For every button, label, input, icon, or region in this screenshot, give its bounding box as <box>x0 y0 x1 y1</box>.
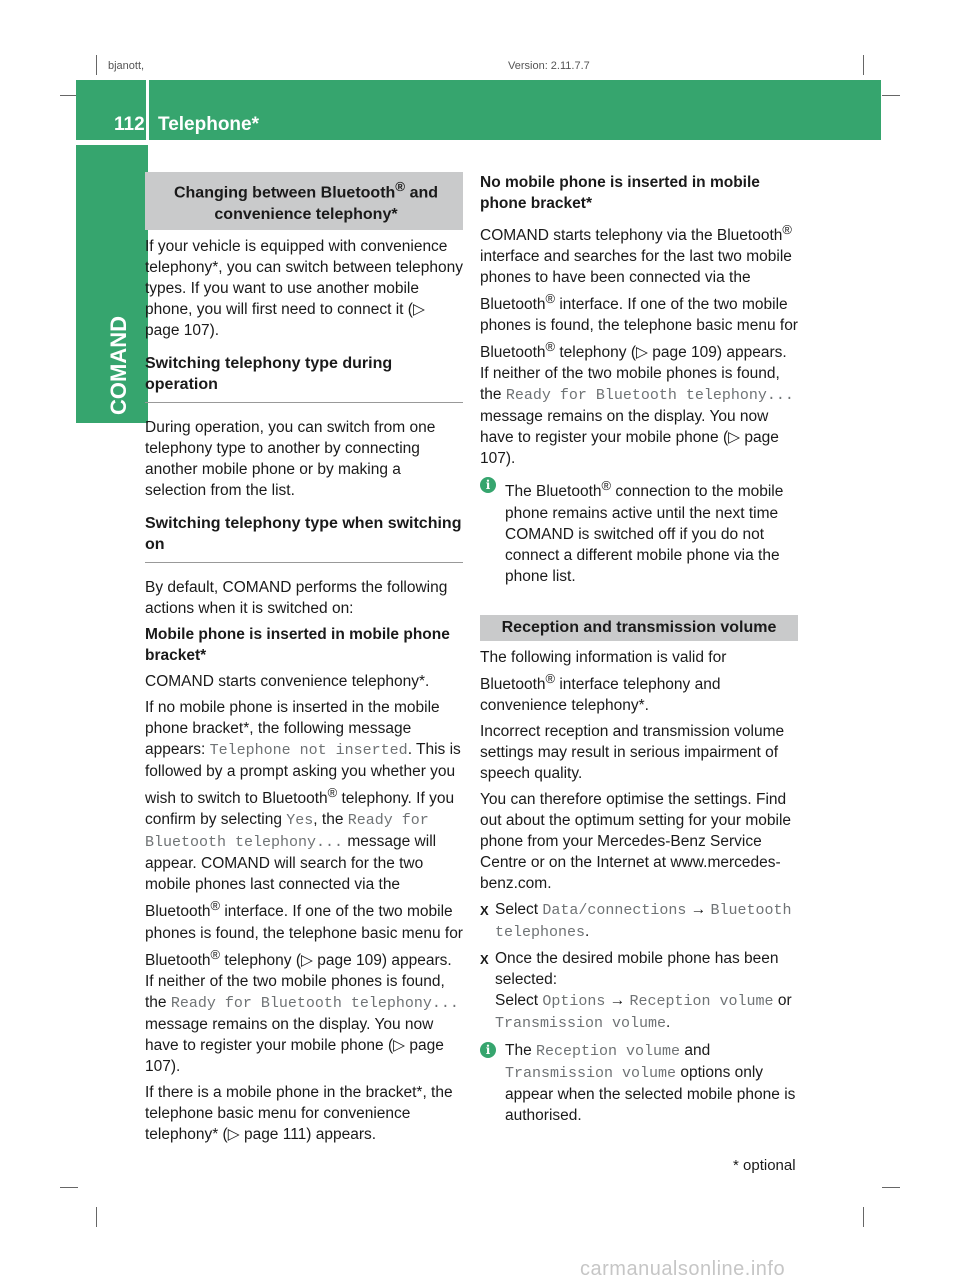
paragraph: If your vehicle is equipped with convenience telephony*, you can switch between telephony types. If you want to use another mobile phone, you will first need to connect it (▷ page 107). <box>145 238 463 340</box>
paragraph: If no mobile phone is inserted in the mobile phone bracket*, the following message appears: Telephone not inserted. This is followed by a prompt asking you whether you wish to switch to Bluetooth® telephony. If you confirm by selecting Yes, the Ready for Bluetooth telephony... message will appear. COMAND will search for the two mobile phones last connected via the Bluetooth® interface. If one of the two mobile phones is found, the telephone basic menu for Bluetooth® telephony (▷ page 109) appears. If neither of the two mobile phones is found, the Ready for Bluetooth telephony... message remains on the display. You now have to register your mobile phone (▷ page 107). <box>145 699 463 1075</box>
crop-mark <box>882 95 900 96</box>
display-message: Ready for Bluetooth telephony... <box>505 387 794 405</box>
info-icon: i <box>480 477 496 493</box>
menu-path: Transmission volume <box>505 1064 677 1082</box>
display-message: Telephone not inserted <box>209 742 408 760</box>
page-title: Telephone* <box>158 114 259 135</box>
menu-path: Reception volume <box>629 992 774 1010</box>
left-column <box>145 172 463 1150</box>
print-meta-right: Version: 2.11.7.7 <box>508 60 590 72</box>
paragraph: If there is a mobile phone in the bracket*, the telephone basic menu for convenience telephony* (▷ page 111) appears. <box>145 1083 453 1143</box>
display-message: Ready for Bluetooth telephony... <box>145 812 429 852</box>
section-heading: Reception and transmission volume <box>480 615 798 641</box>
crop-mark <box>60 1187 78 1188</box>
paragraph: The following information is valid for Bluetooth® interface telephony and convenience telephony*. <box>480 648 727 714</box>
crop-mark <box>96 1207 97 1227</box>
paragraph: During operation, you can switch from one telephony type to another by connecting another mobile phone or by making a selection from the list. <box>145 419 436 500</box>
instruction-step: X Once the desired mobile phone has been selected: Select Options → Reception volume or Transmission volume. <box>480 949 792 1032</box>
bold-lead: Mobile phone is inserted in mobile phone bracket* <box>145 626 450 665</box>
crop-mark <box>882 1187 900 1188</box>
crop-mark <box>96 55 97 75</box>
section-tab-label: COMAND <box>106 316 131 415</box>
display-option: Yes <box>286 812 314 830</box>
paragraph: By default, COMAND performs the following actions when it is switched on: <box>145 579 448 618</box>
menu-path: Reception volume <box>536 1042 681 1060</box>
arrow-icon: → <box>686 900 711 918</box>
page-number: 112 <box>114 114 145 135</box>
step-arrow-icon: X <box>480 902 489 918</box>
menu-path: Options <box>542 992 606 1010</box>
info-note: i The Bluetooth® connection to the mobile phone remains active until the next time COMAND is switched off if you do not connect a different mobile phone via the phone list. <box>480 475 798 586</box>
step-arrow-icon: X <box>480 951 489 967</box>
instruction-step: X Select Data/connections → Bluetooth telephones. <box>480 900 792 941</box>
bold-lead: No mobile phone is inserted in mobile phone bracket* <box>480 174 760 212</box>
print-meta-left: bjanott, <box>108 60 145 72</box>
info-icon: i <box>480 1042 496 1058</box>
paragraph: You can therefore optimise the settings. Find out about the optimum setting for your mobile phone from your Mercedes-Benz Service Centre or on the Internet at www.mercedes-benz.com. <box>480 790 792 892</box>
right-column <box>480 172 798 1131</box>
crop-mark <box>863 55 864 75</box>
crop-mark <box>863 1207 864 1227</box>
optional-footnote: * optional <box>733 1157 796 1174</box>
subsection-heading: Switching telephony type when switching on <box>145 513 463 563</box>
menu-path: Data/connections <box>542 901 687 919</box>
section-tab <box>76 145 148 423</box>
display-message: Ready for Bluetooth telephony... <box>170 994 459 1012</box>
arrow-icon: → <box>605 991 630 1009</box>
paragraph: COMAND starts telephony via the Bluetooth® interface and searches for the last two mobile phones to have been connected via the Bluetooth® interface. If one of the two mobile phones is found, the telephone basic menu for Bluetooth® telephony (▷ page 109) appears. If neither of the two mobile phones is found, the Ready for Bluetooth telephony... message remains on the display. You now have to register your mobile phone (▷ page 107). <box>480 222 798 468</box>
paragraph: Incorrect reception and transmission volume settings may result in serious impairment of speech quality. <box>480 722 785 782</box>
subsection-heading: Switching telephony type during operation <box>145 353 463 403</box>
info-note: i The Reception volume and Transmission volume options only appear when the selected mobile phone is authorised. <box>480 1040 798 1126</box>
header-divider <box>146 80 149 140</box>
page-header <box>76 80 881 140</box>
watermark: carmanualsonline.info <box>580 1258 786 1280</box>
paragraph: COMAND starts convenience telephony*. <box>145 673 430 691</box>
section-heading: Changing between Bluetooth® and convenience telephony* <box>145 172 463 230</box>
menu-path: Bluetooth telephones <box>495 901 792 941</box>
menu-path: Transmission volume <box>495 1014 667 1032</box>
